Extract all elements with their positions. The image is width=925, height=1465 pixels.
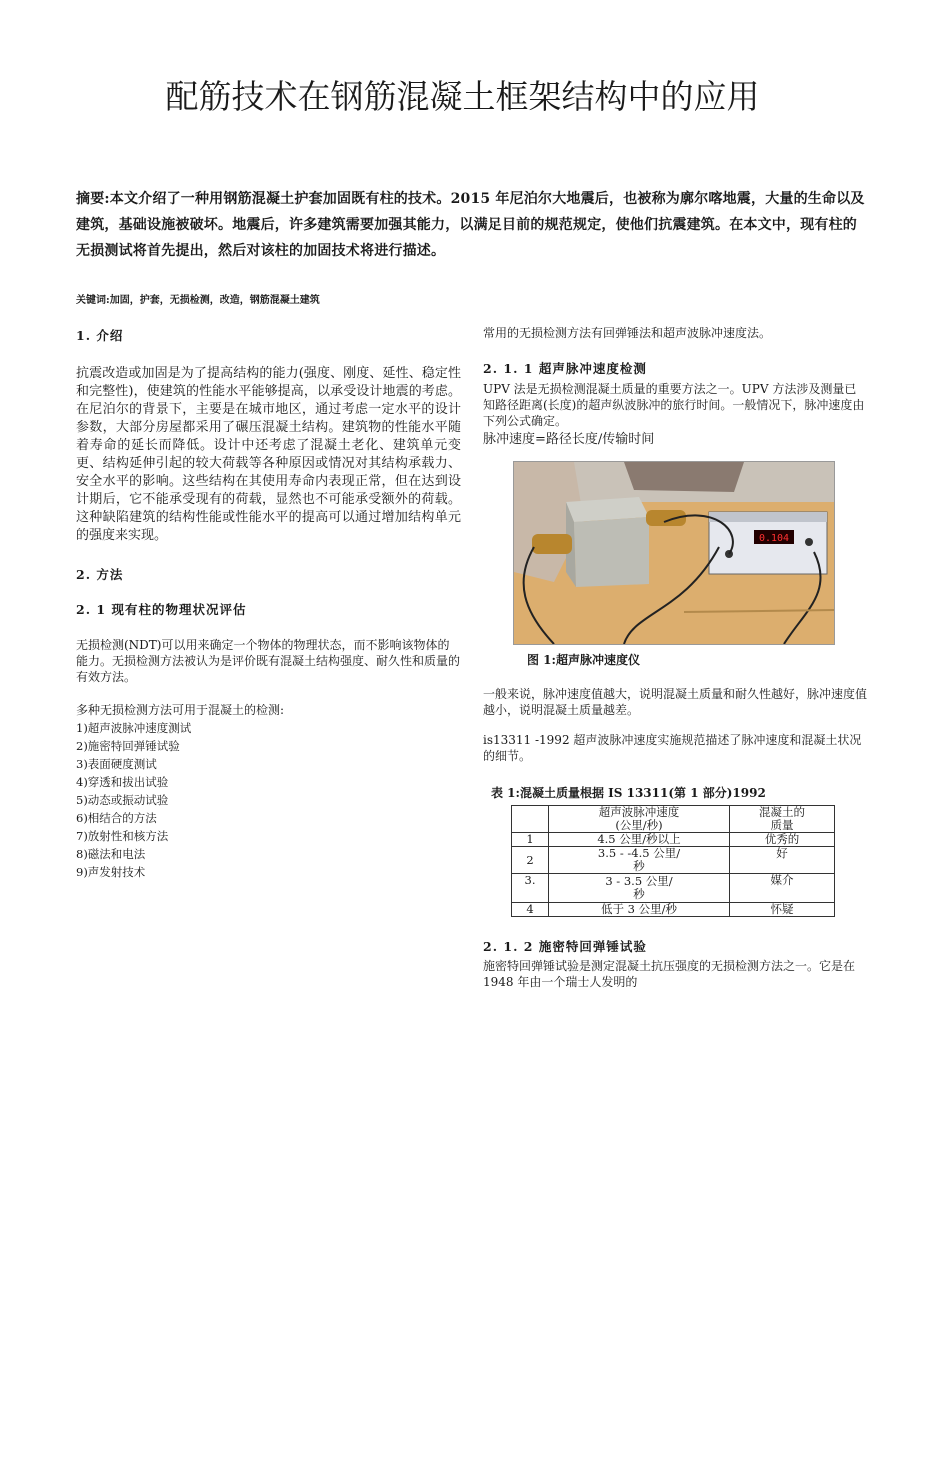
table-caption: 表 1:混凝土质量根据 IS 13311(第 1 部分)1992 <box>491 786 766 800</box>
upv-paragraph: UPV 法是无损检测混凝土质量的重要方法之一。UPV 方法涉及测量已知路径距离(长度)的超声纵波脉冲的旅行时间。一般情况下，脉冲速度由下列公式确定。 <box>483 382 865 428</box>
ndt-paragraph: 无损检测(NDT)可以用来确定一个物体的物理状态，而不影响该物体的能力。无损检测方法被认为是评价既有混凝土结构强度、耐久性和质量的有效方法。 <box>76 638 461 684</box>
ndt-method-list <box>76 719 461 881</box>
list-item: 8)磁法和电法 <box>76 847 146 861</box>
table-cell: 3 - 3.5 公里/ 秒 <box>549 874 730 903</box>
table-cell: 4.5 公里/秒以上 <box>549 833 730 847</box>
table-row <box>512 847 835 874</box>
list-item: 9)声发射技术 <box>76 865 146 879</box>
meter-display-readout: 0.104 <box>758 533 790 544</box>
general-paragraph: 一般来说，脉冲速度值越大，说明混凝土质量和耐久性越好，脉冲速度值越小，说明混凝土质量越差。 <box>483 687 868 717</box>
list-item: 4)穿透和拔出试验 <box>76 775 169 789</box>
table-cell: 1 <box>512 833 549 847</box>
list-item: 6)相结合的方法 <box>76 811 157 825</box>
table-header-row <box>512 806 835 833</box>
left-column <box>76 326 461 881</box>
list-item: 1)超声波脉冲速度测试 <box>76 721 192 735</box>
table-cell: 2 <box>512 847 549 874</box>
common-methods-paragraph: 常用的无损检测方法有回弹锤法和超声波脉冲速度法。 <box>483 326 772 340</box>
subsection-heading-2-1-1: 2. 1. 1 超声脉冲速度检测 <box>483 361 647 376</box>
list-item: 5)动态或振动试验 <box>76 793 169 807</box>
pulse-velocity-formula: 脉冲速度=路径长度/传输时间 <box>483 432 655 447</box>
table-cell: 好 <box>730 847 835 874</box>
upv-instrument-photo <box>513 461 835 645</box>
figure-caption: 图 1:超声脉冲速度仪 <box>527 653 640 667</box>
table-cell: 3.5 - -4.5 公里/ 秒 <box>549 847 730 874</box>
is-code-paragraph: is13311 -1992 超声波脉冲速度实施规范描述了脉冲速度和混凝土状况的细节。 <box>483 733 862 763</box>
table-header-cell: 超声波脉冲速度 (公里/秒) <box>549 806 730 833</box>
table-row <box>512 903 835 917</box>
list-item: 3)表面硬度测试 <box>76 757 157 771</box>
section-heading-method: 2. 方法 <box>76 567 124 582</box>
table-cell: 媒介 <box>730 874 835 903</box>
paper-title: 配筋技术在钢筋混凝土框架结构中的应用 <box>165 77 760 116</box>
schmidt-paragraph: 施密特回弹锤试验是测定混凝土抗压强度的无损检测方法之一。它是在 1948 年由一个瑞士人发明的 <box>483 959 856 989</box>
table-header-cell <box>512 806 549 833</box>
table-cell: 怀疑 <box>730 903 835 917</box>
photo-illustration <box>514 462 834 644</box>
list-item: 7)放射性和核方法 <box>76 829 169 843</box>
intro-paragraph: 抗震改造或加固是为了提高结构的能力(强度、刚度、延性、稳定性和完整性)，使建筑的性能水平能够提高，以承受设计地震的考虑。在尼泊尔的背景下，主要是在城市地区，通过考虑一定水平的设计参数，大部分房屋都采用了碾压混凝土结构。建筑物的性能水平随着寿命的延长而降低。设计中还考虑了混凝土老化、建筑单元变更、结构延伸引起的较大荷载等各种原因或情况对其结构承载力、安全水平的影响。这些结构在其使用寿命内表现正常，但在达到设计期后，它不能承受现有的荷载，显然也不可能承受额外的荷载。这种缺陷建筑的结构性能或性能水平的提高可以通过增加结构单元的强度来实现。 <box>76 366 461 543</box>
abstract: 摘要:本文介绍了一种用钢筋混凝土护套加固既有柱的技术。2015 年尼泊尔大地震后，也被称为廓尔喀地震，大量的生命以及建筑，基础设施被破坏。地震后，许多建筑需要加强其能力，以满足目前的规范规定，使他们抗震建筑。在本文中，现有柱的无损测试将首先提出，然后对该柱的加固技术将进行描述。 <box>76 191 865 259</box>
table-cell: 3. <box>512 874 549 903</box>
concrete-quality-table <box>511 805 835 917</box>
section-heading-intro: 1. 介绍 <box>76 328 124 343</box>
table-row <box>512 833 835 847</box>
subsection-heading-2-1: 2. 1 现有柱的物理状况评估 <box>76 602 247 617</box>
table-cell: 4 <box>512 903 549 917</box>
table-cell: 低于 3 公里/秒 <box>549 903 730 917</box>
subsection-heading-2-1-2: 2. 1. 2 施密特回弹锤试验 <box>483 939 647 954</box>
table-row <box>512 874 835 903</box>
list-item: 2)施密特回弹锤试验 <box>76 739 180 753</box>
table-cell: 优秀的 <box>730 833 835 847</box>
table-header-cell: 混凝土的 质量 <box>730 806 835 833</box>
ndt-list-intro: 多种无损检测方法可用于混凝土的检测: <box>76 703 285 717</box>
right-column <box>483 325 868 990</box>
keywords: 关键词:加固，护套，无损检测，改造，钢筋混凝土建筑 <box>76 295 320 306</box>
